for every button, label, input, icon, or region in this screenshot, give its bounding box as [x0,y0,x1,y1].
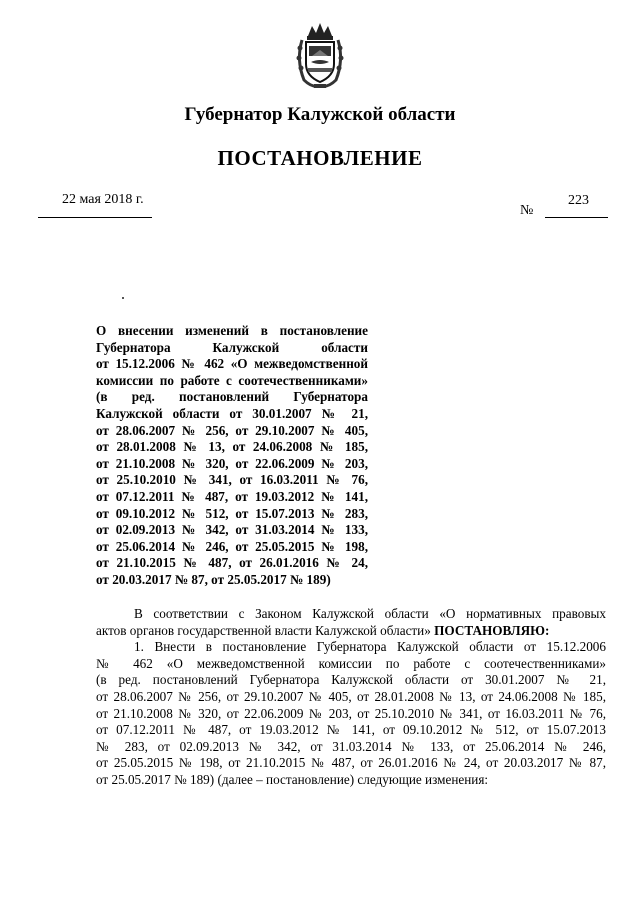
clause-line: 1. Внести в постановление Губернатора Калужской области от 15.12.2006 [134,639,606,655]
clause-line: от 07.12.2011 № 487, от 19.03.2012 № 141, от 09.10.2012 № 512, от 15.07.2013 [96,722,606,738]
document-body [96,606,606,789]
subject-line: от 09.10.2012 № 512, от 15.07.2013 № 283, [96,505,368,521]
document-subject [96,323,368,589]
subject-line: от 20.03.2017 № 87, от 25.05.2017 № 189) [96,571,331,587]
clause-line: от 21.10.2008 № 320, от 22.06.2009 № 203, от 25.10.2010 № 341, от 16.03.2011 № 76, [96,705,606,721]
preamble-line [96,623,606,640]
subject-line: от 02.09.2013 № 342, от 31.03.2014 № 133, [96,522,368,538]
subject-line: комиссии по работе с соотечественниками» [96,372,368,388]
preamble-text: актов органов государственной власти Калужской области» [96,622,431,638]
subject-line: от 28.01.2008 № 13, от 24.06.2008 № 185, [96,439,368,455]
subject-line: от 21.10.2015 № 487, от 26.01.2016 № 24, [96,555,368,571]
scan-speck [122,297,124,299]
number-underline [545,217,608,218]
clause-line: от 25.05.2015 № 198, от 21.10.2015 № 487, от 26.01.2016 № 24, от 20.03.2017 № 87, [96,755,606,771]
subject-line: от 15.12.2006 № 462 «О межведомственной [96,356,368,372]
clause-line: от 28.06.2007 № 256, от 29.10.2007 № 405, от 28.01.2008 № 13, от 24.06.2008 № 185, [96,688,606,704]
clause-line: от 25.05.2017 № 189) (далее – постановление) следующие изменения: [96,771,489,787]
document-type-heading: ПОСТАНОВЛЕНИЕ [217,146,423,170]
subject-line: (в ред. постановлений Губернатора [96,389,368,405]
issuer-title: Губернатор Калужской области [184,104,456,125]
decree-word: ПОСТАНОВЛЯЮ: [434,622,550,638]
document-number: 223 [568,193,589,208]
clause-line: (в ред. постановлений Губернатора Калужской области от 30.01.2007 № 21, [96,672,606,688]
subject-line: О внесении изменений в постановление [96,323,368,338]
subject-line: от 25.10.2010 № 341, от 16.03.2011 № 76, [96,472,368,488]
clause-line: № 283, от 02.09.2013 № 342, от 31.03.2014 № 133, от 25.06.2014 № 246, [96,738,606,754]
subject-line: от 25.06.2014 № 246, от 25.05.2015 № 198, [96,538,368,554]
subject-line: от 28.06.2007 № 256, от 29.10.2007 № 405, [96,422,368,438]
subject-line: от 21.10.2008 № 320, от 22.06.2009 № 203, [96,455,368,471]
preamble-line: В соответствии с Законом Калужской области «О нормативных правовых [134,606,606,621]
clause-line: № 462 «О межведомственной комиссии по работе с соотечественниками» [96,655,606,671]
subject-line: от 07.12.2011 № 487, от 19.03.2012 № 141, [96,488,368,504]
date-underline [38,217,152,218]
document-date: 22 мая 2018 г. [62,192,144,207]
coat-of-arms-icon [294,22,346,90]
subject-line: Губернатора Калужской области [96,339,368,355]
subject-line: Калужской области от 30.01.2007 № 21, [96,405,368,421]
number-sign-label: № [520,203,534,218]
